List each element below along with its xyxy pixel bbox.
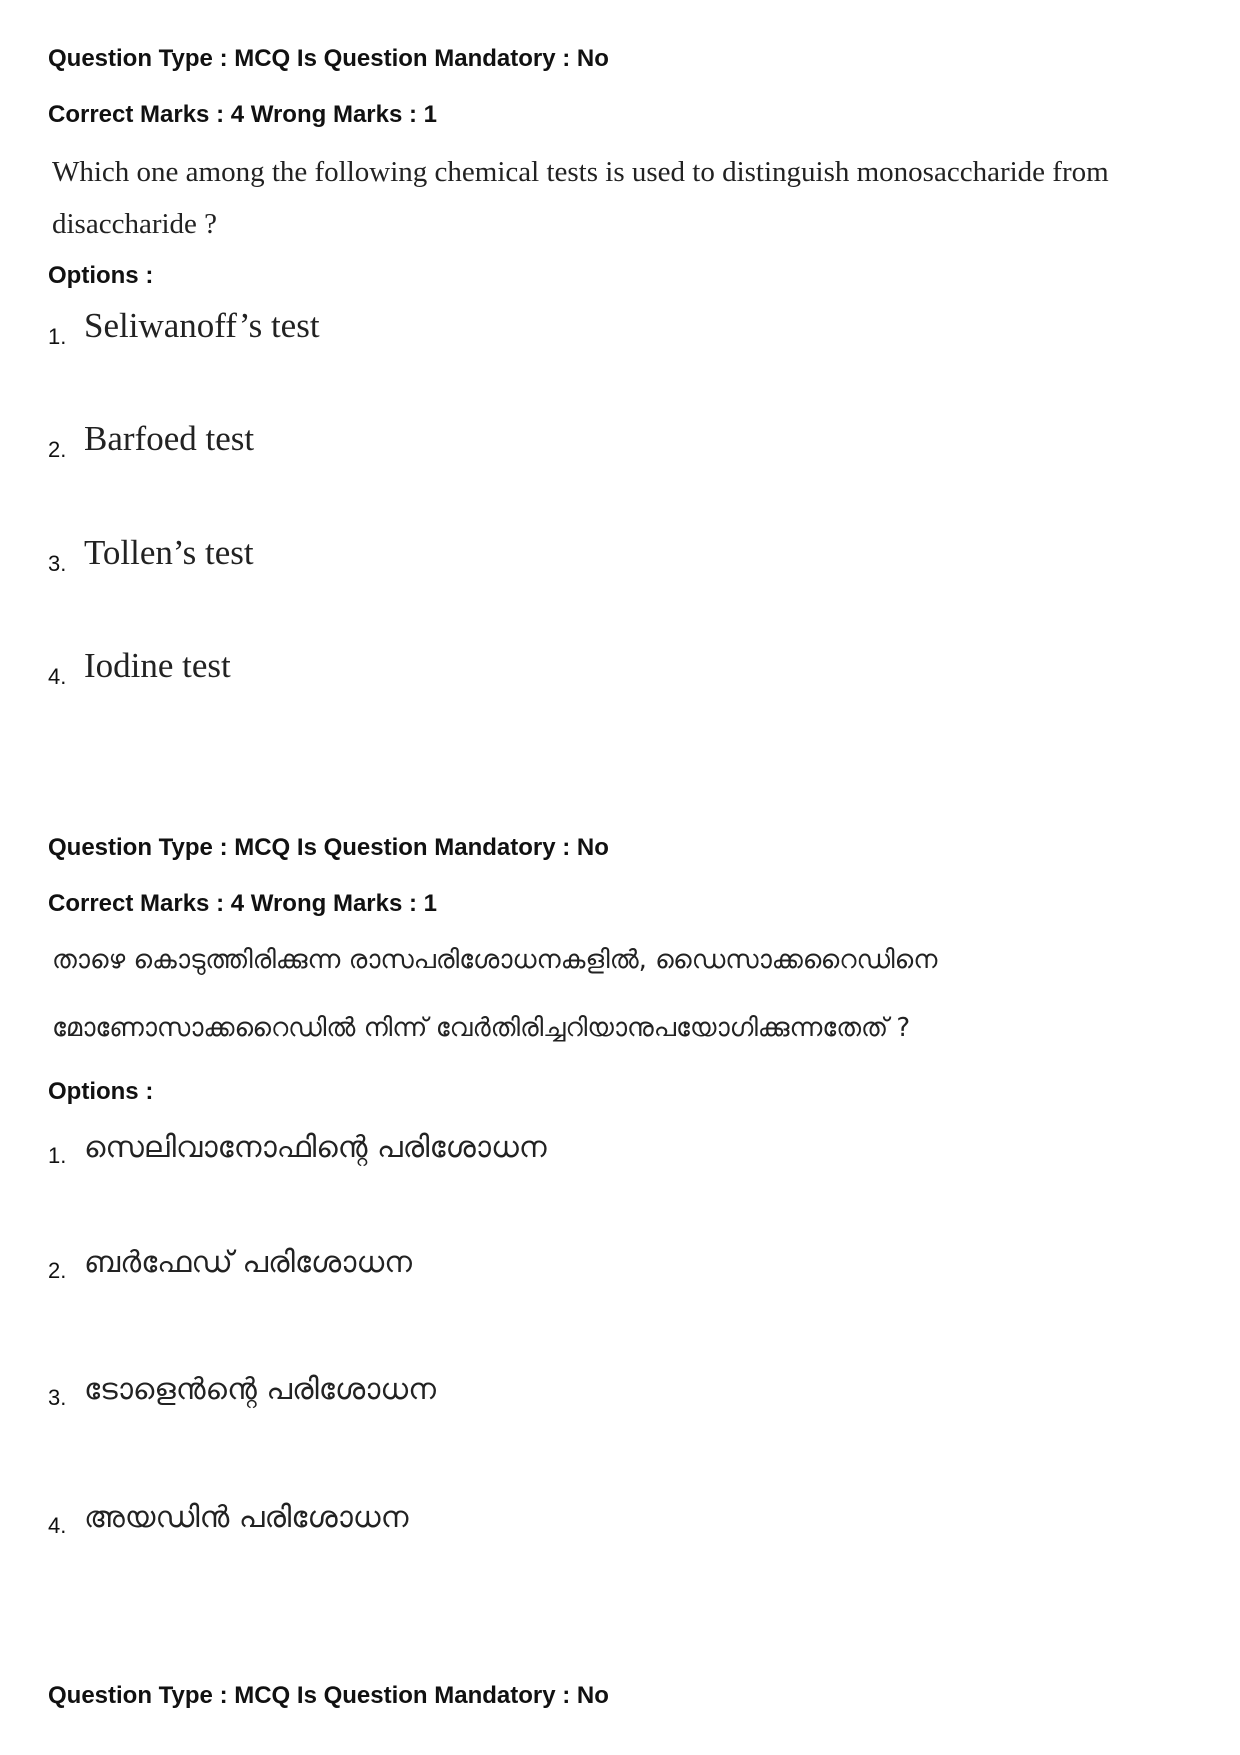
question-1-type-line: Question Type : MCQ Is Question Mandatory : No (48, 45, 609, 72)
option-text: Seliwanoff’s test (84, 306, 320, 345)
question-2-text-line-2: മോണോസാക്കറൈഡിൽ നിന്ന് വേർതിരിച്ചറിയാനുപയോഗിക്കുന്നതേത് ? (52, 1013, 911, 1043)
question-1-option-4[interactable] (48, 646, 231, 706)
option-text: Tollen’s test (84, 533, 254, 572)
option-number: 2. (48, 437, 67, 462)
question-1-options-label: Options : (48, 262, 154, 289)
question-2-text (52, 926, 937, 1062)
question-1-option-2[interactable] (48, 419, 254, 479)
option-number: 2. (48, 1258, 67, 1283)
option-number: 1. (48, 324, 67, 349)
question-2-option-1[interactable] (48, 1130, 547, 1190)
question-2-option-3[interactable] (48, 1372, 436, 1432)
question-2-option-2[interactable] (48, 1245, 412, 1305)
question-1-text (52, 146, 1109, 250)
question-2-option-4[interactable] (48, 1500, 408, 1560)
option-text: ബർഫേഡ് പരിശോധന (84, 1245, 413, 1280)
option-number: 4. (48, 664, 67, 689)
question-1-option-1[interactable] (48, 306, 320, 366)
question-1-marks-line: Correct Marks : 4 Wrong Marks : 1 (48, 101, 438, 128)
option-number: 4. (48, 1513, 67, 1538)
option-number: 3. (48, 551, 67, 576)
question-3-type-line: Question Type : MCQ Is Question Mandatory : No (48, 1682, 609, 1709)
question-2-options-label: Options : (48, 1078, 154, 1105)
question-2-marks-line: Correct Marks : 4 Wrong Marks : 1 (48, 890, 438, 917)
option-text: Barfoed test (84, 419, 255, 458)
option-text: സെലിവാനോഫിന്റെ പരിശോധന (84, 1130, 547, 1165)
option-text: അയഡിൻ പരിശോധന (84, 1500, 409, 1535)
option-text: Iodine test (84, 646, 231, 685)
option-text: ടോളെൻന്റെ പരിശോധന (84, 1372, 436, 1407)
option-number: 1. (48, 1143, 67, 1168)
question-2-type-line: Question Type : MCQ Is Question Mandatory : No (48, 834, 609, 861)
question-1-text-line-2: disaccharide ? (52, 208, 218, 240)
question-2-text-line-1: താഴെ കൊടുത്തിരിക്കുന്ന രാസപരിശോധനകളിൽ, ഡൈസാക്കറൈഡിനെ (52, 945, 938, 975)
question-1-option-3[interactable] (48, 533, 254, 593)
option-number: 3. (48, 1385, 67, 1410)
question-1-text-line-1: Which one among the following chemical tests is used to distinguish monosaccharide from (52, 156, 1109, 188)
